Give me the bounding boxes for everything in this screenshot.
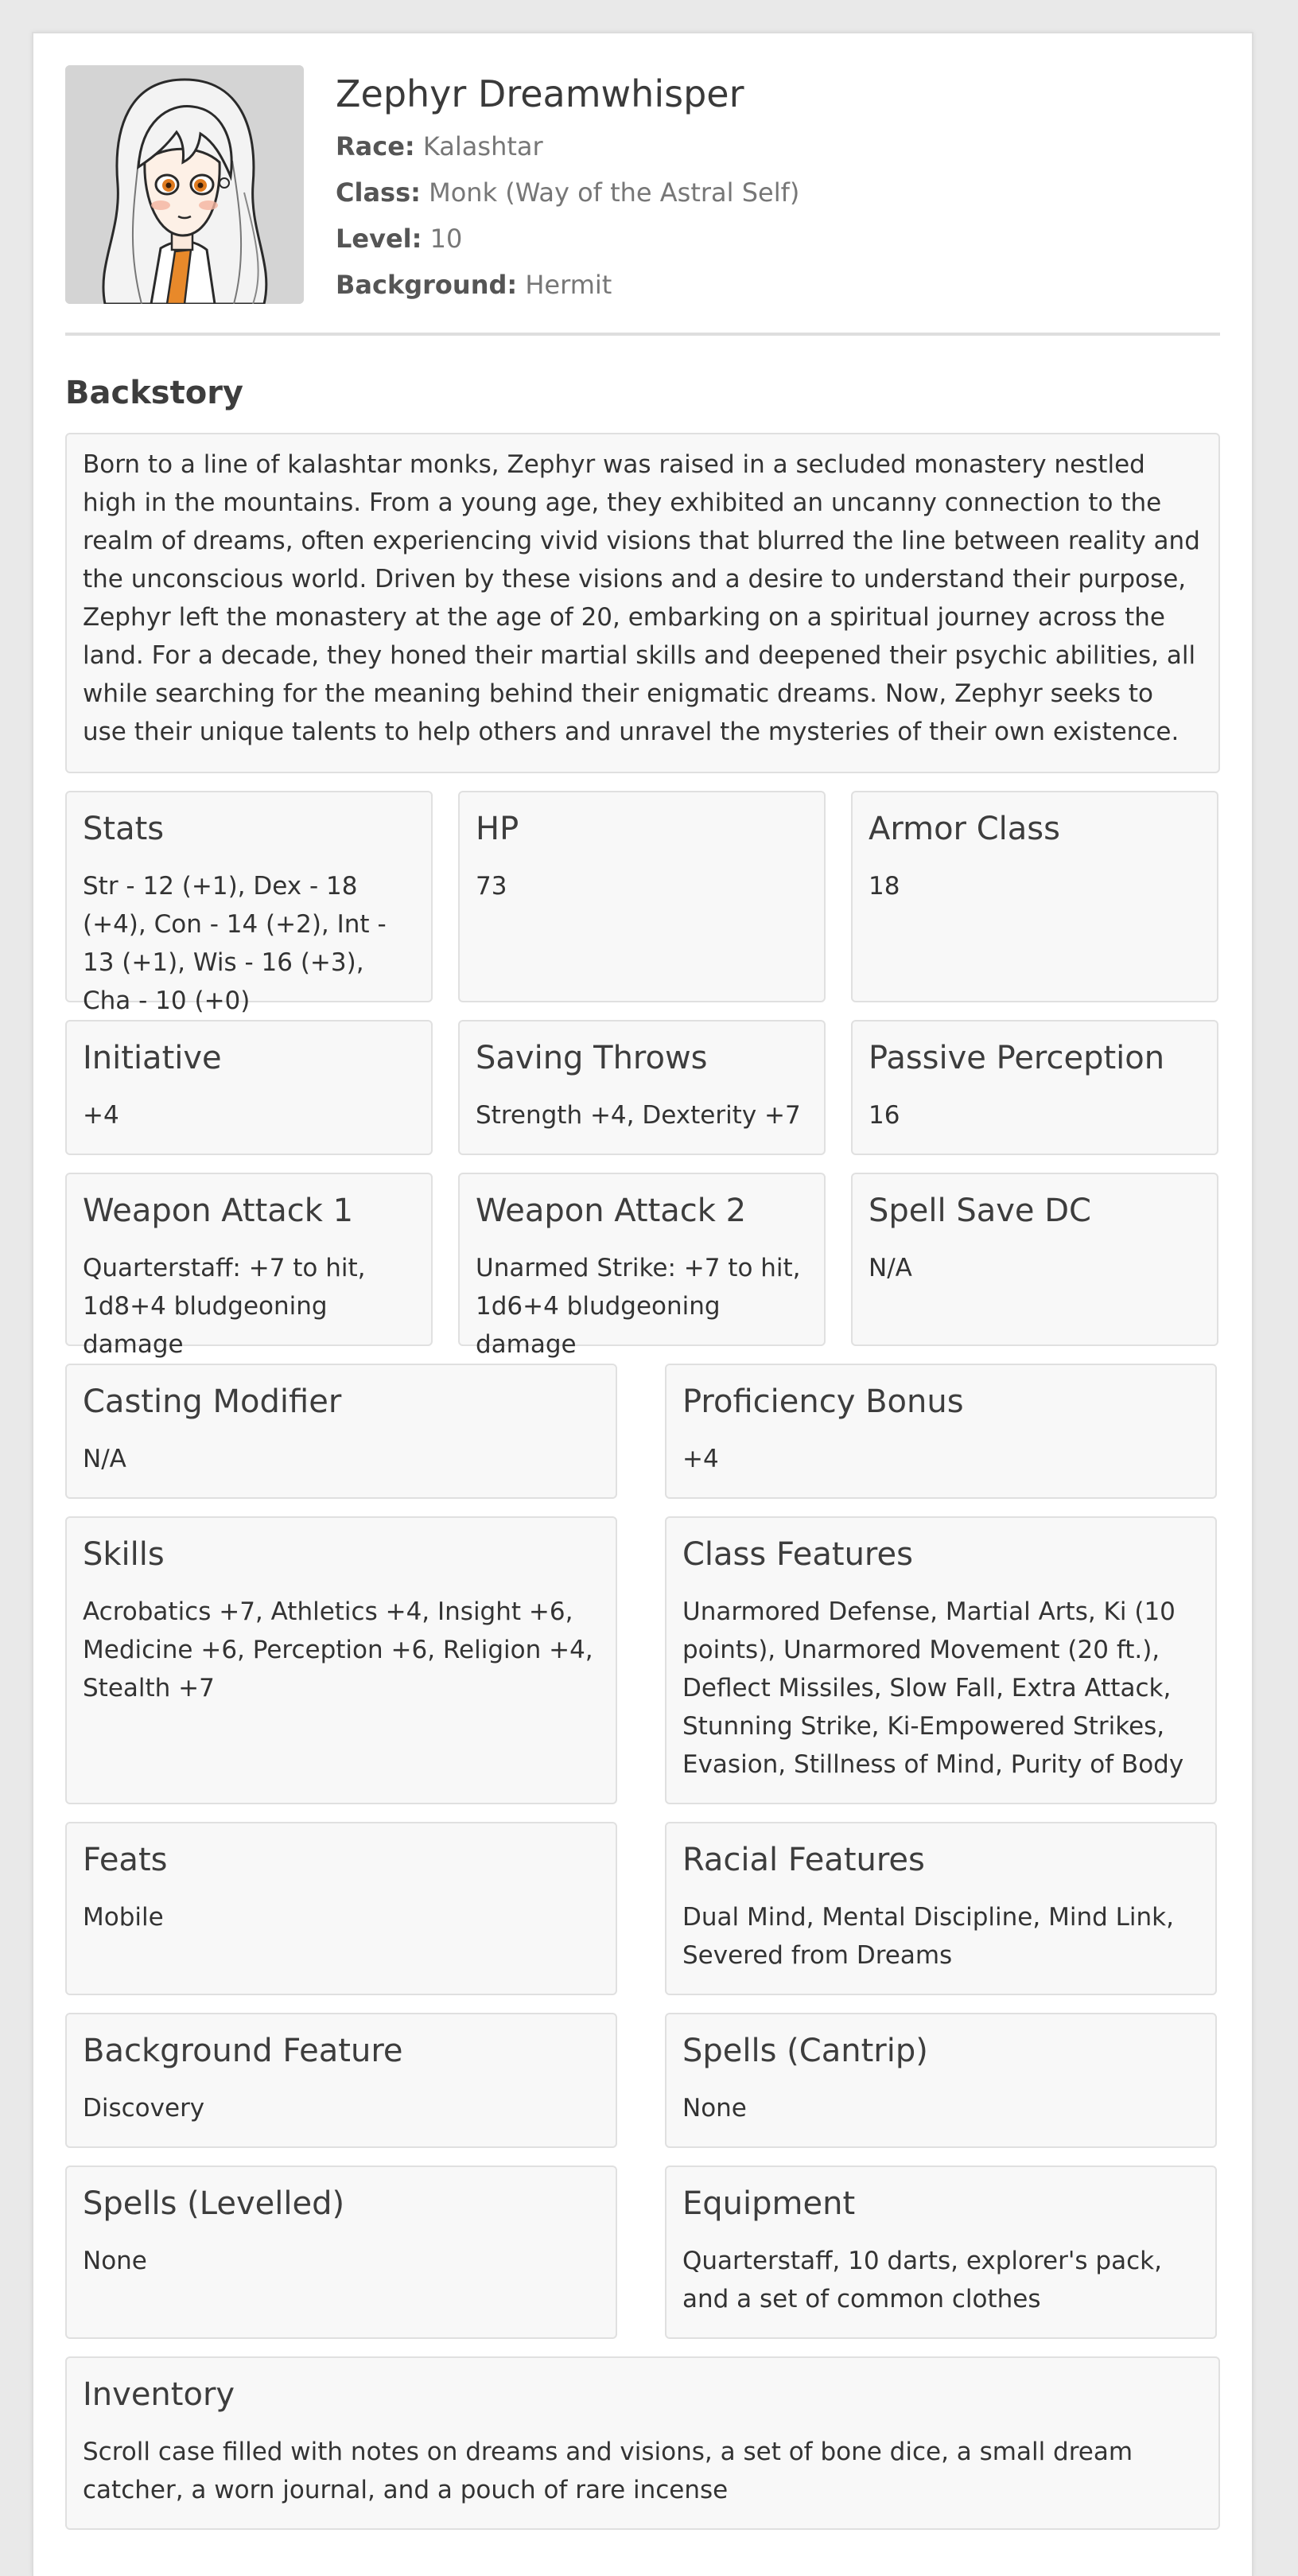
level-row — [336, 223, 799, 255]
card-value: Discovery — [83, 2094, 205, 2123]
card-title: Armor Class — [869, 811, 1060, 847]
card-value: Quarterstaff: +7 to hit, 1d8+4 bludgeoning damage — [83, 1254, 366, 1359]
card-value: Unarmed Strike: +7 to hit, 1d6+4 bludgeoning damage — [476, 1254, 801, 1359]
card-title: Proficiency Bonus — [682, 1383, 964, 1420]
inventory-card — [65, 2356, 1220, 2530]
armor-class-card — [851, 791, 1218, 1002]
spells-levelled-card — [65, 2165, 617, 2339]
card-value: Dual Mind, Mental Discipline, Mind Link, Severed from Dreams — [682, 1903, 1174, 1970]
card-title: Weapon Attack 1 — [83, 1193, 354, 1229]
card-value: None — [83, 2247, 147, 2275]
stats-row-6 — [65, 1822, 1220, 1995]
background-feature-card — [65, 2013, 617, 2148]
spell-save-dc-card — [851, 1173, 1218, 1346]
initiative-card — [65, 1020, 433, 1155]
hp-card — [458, 791, 826, 1002]
card-value: N/A — [83, 1445, 126, 1473]
header-divider — [65, 333, 1220, 336]
stats-row-4 — [65, 1364, 1220, 1499]
backstory-title: Backstory — [65, 375, 244, 411]
stats-row-5 — [65, 1516, 1220, 1804]
card-value: N/A — [869, 1254, 912, 1282]
passive-perception-card — [851, 1020, 1218, 1155]
card-title: Casting Modifier — [83, 1383, 342, 1420]
class-features-card — [665, 1516, 1217, 1804]
race-row — [336, 130, 799, 162]
card-title: Equipment — [682, 2185, 856, 2222]
character-name: Zephyr Dreamwhisper — [336, 72, 744, 115]
weapon-attack-2-card — [458, 1173, 826, 1359]
stats-card — [65, 791, 433, 1015]
card-value: 18 — [869, 872, 900, 901]
card-value: Strength +4, Dexterity +7 — [476, 1101, 801, 1130]
card-title: Spells (Cantrip) — [682, 2033, 928, 2069]
card-title: HP — [476, 811, 519, 847]
racial-features-card — [665, 1822, 1217, 1995]
casting-modifier-card — [65, 1364, 617, 1499]
card-title: Initiative — [83, 1040, 222, 1076]
stats-row-2 — [65, 1020, 1220, 1155]
level-value: 10 — [429, 224, 463, 254]
background-value: Hermit — [525, 270, 612, 300]
card-value: Unarmored Defense, Martial Arts, Ki (10 points), Unarmored Movement (20 ft.), Deflect Missiles, Slow Fall, Extra Attack, Stunning Strike, Ki-Empowered Strikes, Evasion, Stillness of Mind, Purity of Body — [682, 1597, 1184, 1779]
card-title: Stats — [83, 811, 165, 847]
level-label: Level: — [336, 224, 422, 254]
race-label: Race: — [336, 131, 415, 161]
equipment-card — [665, 2165, 1217, 2339]
skills-card — [65, 1516, 617, 1804]
class-row — [336, 177, 799, 208]
card-title: Inventory — [83, 2376, 235, 2413]
character-header — [65, 65, 1220, 304]
card-value: +4 — [682, 1445, 719, 1473]
character-sheet — [32, 32, 1253, 2576]
card-value: Scroll case filled with notes on dreams and visions, a set of bone dice, a small dream catcher, a worn journal, and a pouch of rare incense — [83, 2438, 1133, 2504]
stats-row-3 — [65, 1173, 1220, 1359]
character-portrait — [65, 65, 304, 304]
character-info — [336, 65, 799, 304]
card-value: 16 — [869, 1101, 900, 1130]
card-title: Class Features — [682, 1536, 913, 1573]
card-title: Spells (Levelled) — [83, 2185, 345, 2222]
card-value: Mobile — [83, 1903, 164, 1932]
card-title: Background Feature — [83, 2033, 403, 2069]
card-value: +4 — [83, 1101, 119, 1130]
weapon-attack-1-card — [65, 1173, 433, 1359]
card-value: None — [682, 2094, 747, 2123]
backstory-text: Born to a line of kalashtar monks, Zephyr was raised in a secluded monastery nestled high in the mountains. From a young age, they exhibited an uncanny connection to the realm of dreams, often experiencing vivid visions that blurred the line between reality and the unconscious world. Driven by these visions and a desire to understand their purpose, Zephyr left the monastery at the age of 20, embarking on a spiritual journey across the land. For a decade, they honed their martial skills and deepened their psychic abilities, all while searching for the meaning behind their enigmatic dreams. Now, Zephyr seeks to use their unique talents to help others and unravel the mysteries of their own existence. — [65, 433, 1220, 773]
race-value: Kalashtar — [422, 131, 543, 161]
card-title: Racial Features — [682, 1842, 925, 1878]
feats-card — [65, 1822, 617, 1995]
class-value: Monk (Way of the Astral Self) — [429, 177, 800, 208]
background-label: Background: — [336, 270, 518, 300]
background-row — [336, 269, 799, 301]
saving-throws-card — [458, 1020, 826, 1155]
card-title: Skills — [83, 1536, 165, 1573]
spells-cantrip-card — [665, 2013, 1217, 2148]
card-title: Spell Save DC — [869, 1193, 1091, 1229]
stats-row-7 — [65, 2013, 1220, 2148]
card-title: Passive Perception — [869, 1040, 1165, 1076]
card-title: Saving Throws — [476, 1040, 708, 1076]
card-value: Quarterstaff, 10 darts, explorer's pack, and a set of common clothes — [682, 2247, 1162, 2313]
card-value: Acrobatics +7, Athletics +4, Insight +6, Medicine +6, Perception +6, Religion +4, Stealth +7 — [83, 1597, 593, 1702]
class-label: Class: — [336, 177, 421, 208]
card-title: Feats — [83, 1842, 168, 1878]
card-value: Str - 12 (+1), Dex - 18 (+4), Con - 14 (+2), Int - 13 (+1), Wis - 16 (+3), Cha - 10 (+0) — [83, 872, 387, 1015]
card-title: Weapon Attack 2 — [476, 1193, 747, 1229]
portrait-illustration — [65, 65, 304, 304]
stats-row-8 — [65, 2165, 1220, 2339]
proficiency-bonus-card — [665, 1364, 1217, 1499]
stats-row-1 — [65, 791, 1220, 1015]
card-value: 73 — [476, 872, 507, 901]
